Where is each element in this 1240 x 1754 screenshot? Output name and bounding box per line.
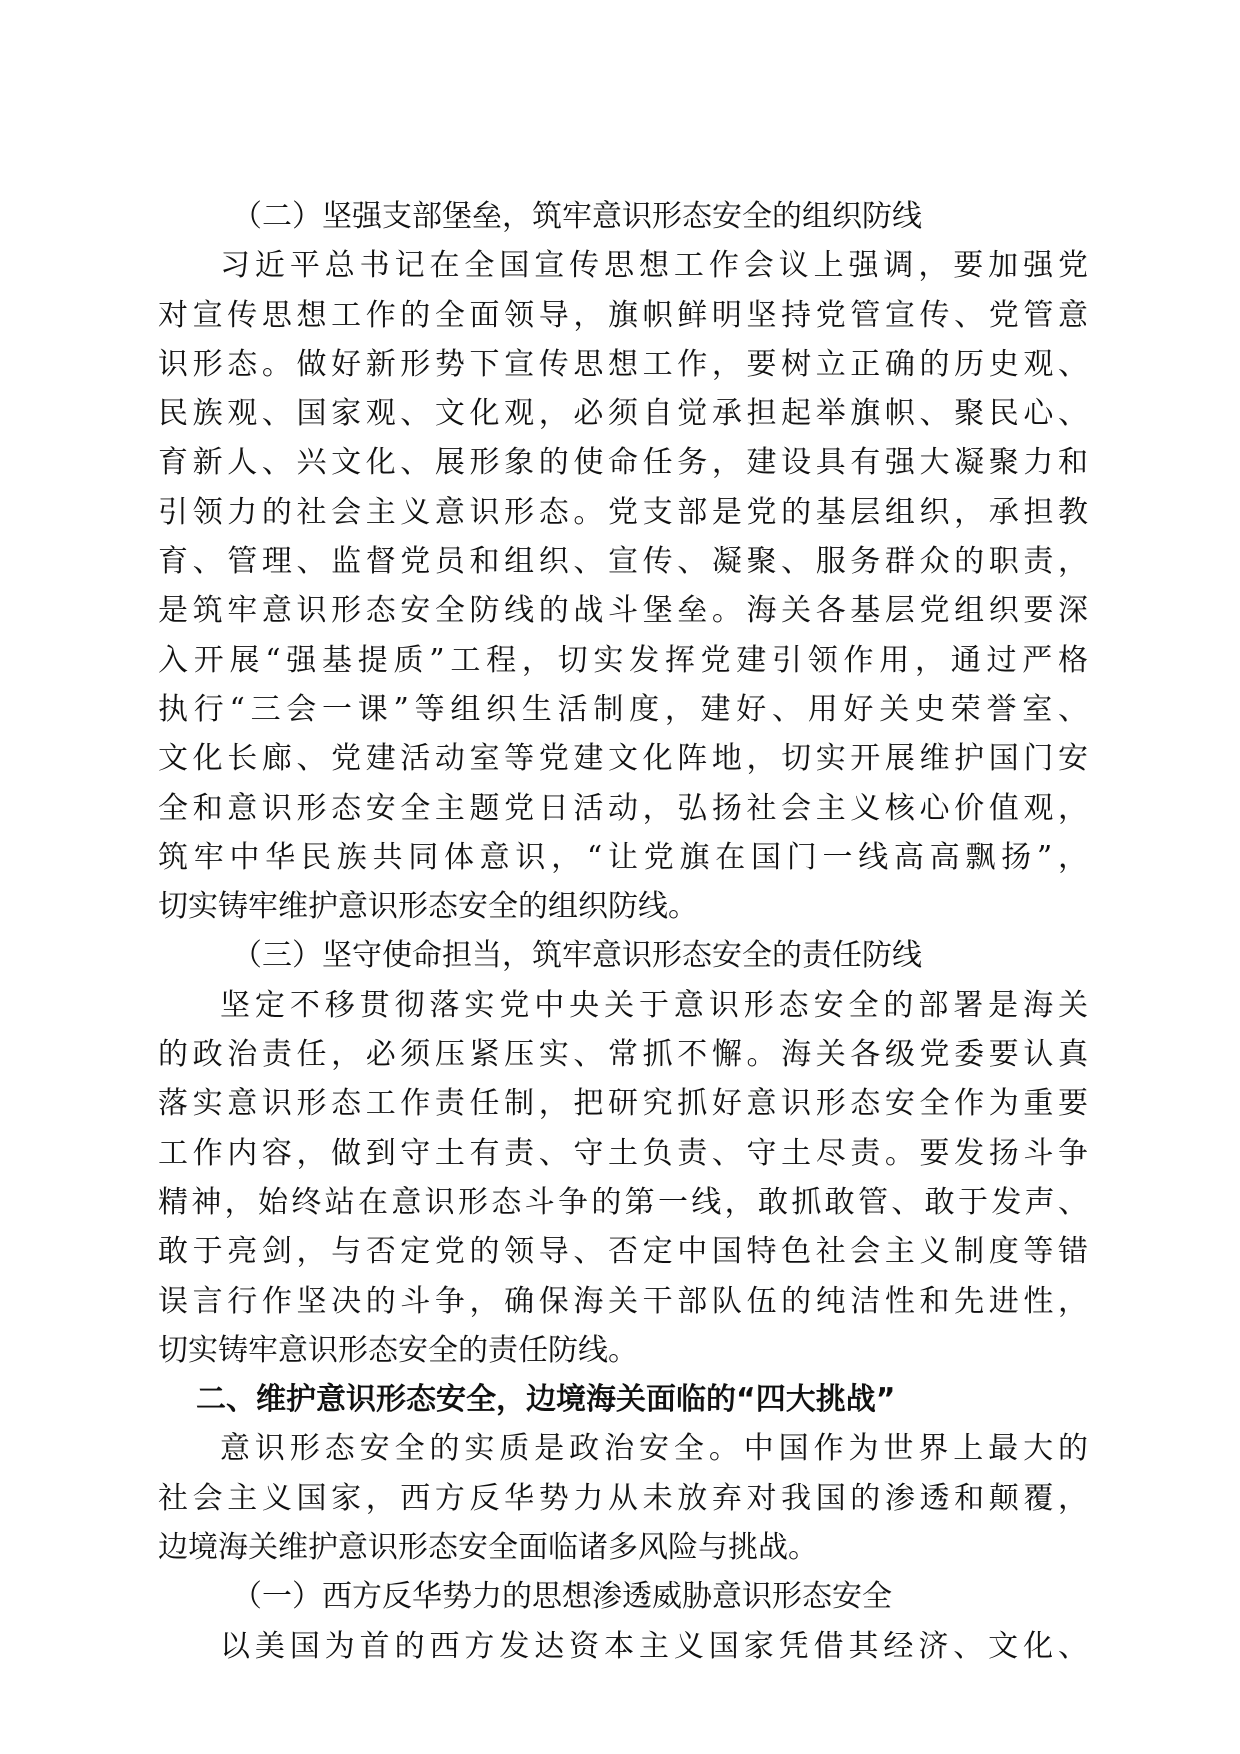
- section-heading-2: 二、维护意识形态安全，边境海关面临的“四大挑战”: [196, 1382, 896, 1418]
- paragraph-line: 社会主义国家，西方反华势力从未放弃对我国的渗透和颠覆，: [158, 1480, 1088, 1516]
- paragraph-line: 筑牢中华民族共同体意识，“让党旗在国门一线高高飘扬”，: [158, 839, 1088, 875]
- paragraph-line: 边境海关维护意识形态安全面临诸多风险与挑战。: [158, 1530, 818, 1566]
- document-body: [158, 192, 1088, 1671]
- paragraph-line: 育、管理、监督党员和组织、宣传、凝聚、服务群众的职责，: [158, 544, 1088, 580]
- paragraph-line: 引领力的社会主义意识形态。党支部是党的基层组织，承担教: [158, 494, 1088, 530]
- paragraph-line: 育新人、兴文化、展形象的使命任务，建设具有强大凝聚力和: [158, 445, 1088, 481]
- paragraph-line: 习近平总书记在全国宣传思想工作会议上强调，要加强党: [220, 248, 1088, 284]
- paragraph-line: 意识形态安全的实质是政治安全。中国作为世界上最大的: [220, 1431, 1088, 1467]
- paragraph-line: 入开展“强基提质”工程，切实发挥党建引领作用，通过严格: [158, 642, 1088, 678]
- paragraph-line: 是筑牢意识形态安全防线的战斗堡垒。海关各基层党组织要深: [158, 593, 1088, 629]
- subsection-heading-2: （二）坚强支部堡垒，筑牢意识形态安全的组织防线: [232, 199, 922, 234]
- paragraph-line: 坚定不移贯彻落实党中央关于意识形态安全的部署是海关: [220, 987, 1088, 1023]
- subsection-heading-3: （三）坚守使命担当，筑牢意识形态安全的责任防线: [232, 938, 922, 974]
- paragraph-line: 以美国为首的西方发达资本主义国家凭借其经济、文化、: [220, 1628, 1088, 1664]
- paragraph-line: 对宣传思想工作的全面领导，旗帜鲜明坚持党管宣传、党管意: [158, 297, 1088, 333]
- paragraph-line: 文化长廊、党建活动室等党建文化阵地，切实开展维护国门安: [158, 741, 1088, 777]
- subsection-heading-1: （一）西方反华势力的思想渗透威胁意识形态安全: [232, 1579, 892, 1615]
- paragraph-line: 误言行作坚决的斗争，确保海关干部队伍的纯洁性和先进性，: [158, 1283, 1088, 1319]
- paragraph-line: 识形态。做好新形势下宣传思想工作，要树立正确的历史观、: [158, 346, 1088, 382]
- paragraph-line: 全和意识形态安全主题党日活动，弘扬社会主义核心价值观，: [158, 790, 1088, 826]
- paragraph-line: 民族观、国家观、文化观，必须自觉承担起举旗帜、聚民心、: [158, 396, 1088, 432]
- paragraph-line: 执行“三会一课”等组织生活制度，建好、用好关史荣誉室、: [158, 691, 1088, 727]
- paragraph-line: 切实铸牢维护意识形态安全的组织防线。: [158, 889, 698, 925]
- paragraph-line: 敢于亮剑，与否定党的领导、否定中国特色社会主义制度等错: [158, 1234, 1088, 1270]
- paragraph-line: 切实铸牢意识形态安全的责任防线。: [158, 1332, 638, 1368]
- paragraph-line: 工作内容，做到守土有责、守土负责、守土尽责。要发扬斗争: [158, 1135, 1088, 1171]
- paragraph-line: 的政治责任，必须压紧压实、常抓不懈。海关各级党委要认真: [158, 1037, 1088, 1073]
- paragraph-line: 精神，始终站在意识形态斗争的第一线，敢抓敢管、敢于发声、: [158, 1184, 1088, 1220]
- paragraph-line: 落实意识形态工作责任制，把研究抓好意识形态安全作为重要: [158, 1086, 1088, 1122]
